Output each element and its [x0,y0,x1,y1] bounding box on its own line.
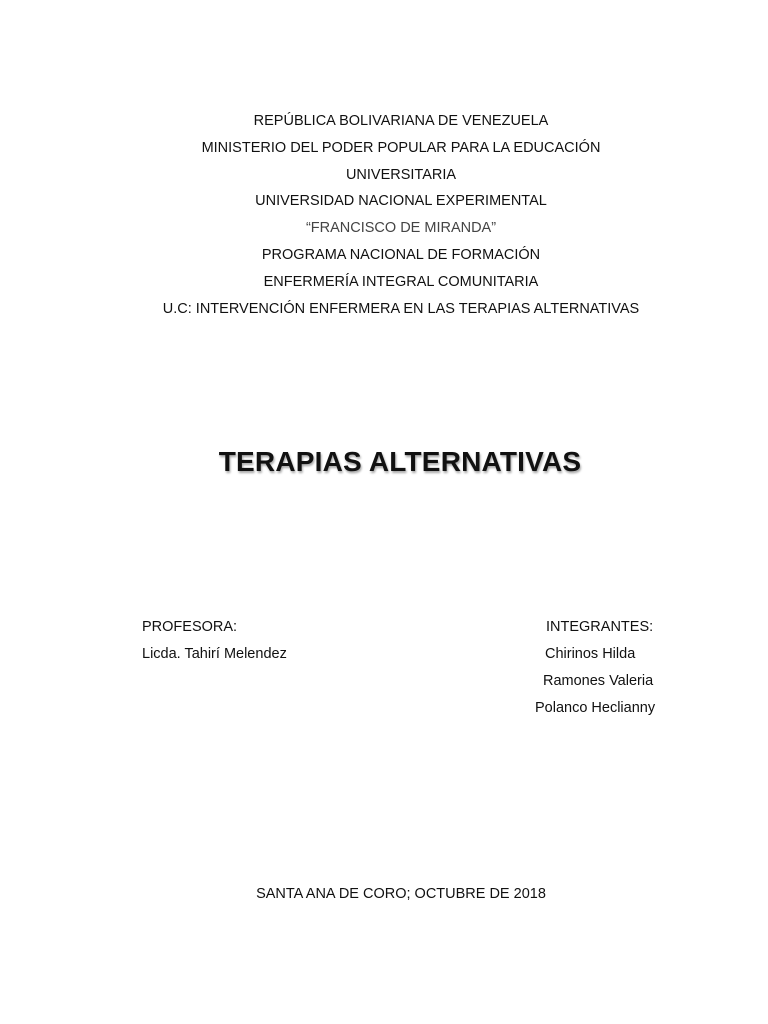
header-line-ministry-cont: UNIVERSITARIA [345,166,457,183]
header-line-university: UNIVERSIDAD NACIONAL EXPERIMENTAL [255,193,547,210]
teacher-heading: PROFESORA: [142,619,238,635]
header-line-course-unit: U.C: INTERVENCIÓN ENFERMERA EN LAS TERAPIAS ALTERNATIVAS [162,300,640,317]
members-heading: INTEGRANTES: [546,619,654,635]
member-name: Polanco Heclianny [535,700,656,716]
header-line-university-name: “FRANCISCO DE MIRANDA” [305,220,497,237]
header-line-ministry: MINISTERIO DEL PODER POPULAR PARA LA EDUCACIÓN [201,139,601,156]
document-title: TERAPIAS ALTERNATIVAS [218,446,582,477]
header-line-program: PROGRAMA NACIONAL DE FORMACIÓN [261,246,541,263]
member-name: Ramones Valeria [543,673,654,689]
member-name: Chirinos Hilda [545,646,636,662]
header-line-republic: REPÚBLICA BOLIVARIANA DE VENEZUELA [253,113,549,129]
place-and-date: SANTA ANA DE CORO; OCTUBRE DE 2018 [256,886,546,902]
teacher-name: Licda. Tahirí Melendez [142,646,287,662]
institution-header [0,108,768,322]
header-line-career: ENFERMERÍA INTEGRAL COMUNITARIA [263,273,539,290]
